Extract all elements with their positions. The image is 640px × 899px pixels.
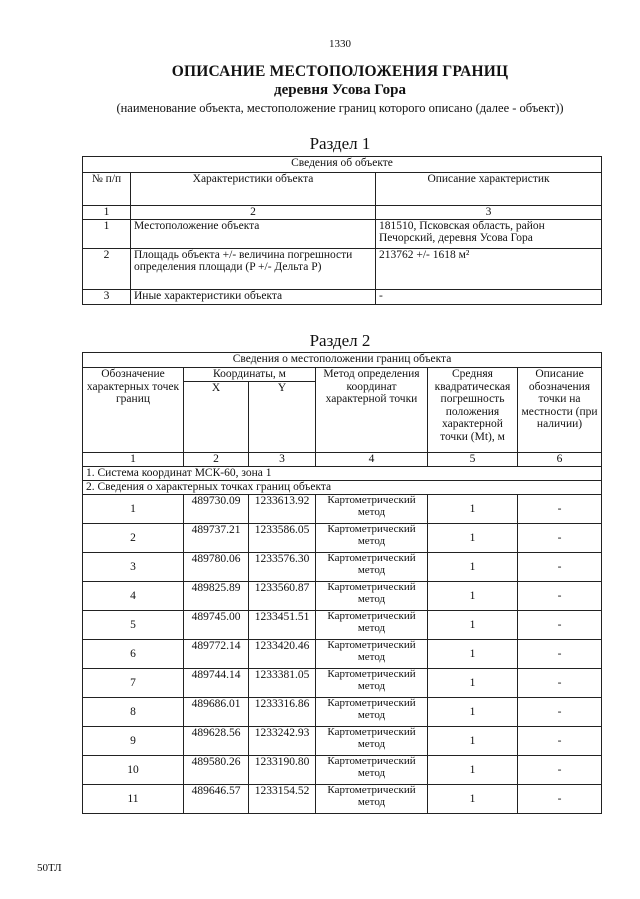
point-number: 7: [83, 669, 184, 698]
point-y: 1233420.46: [249, 640, 316, 669]
header-mt: Средняя квадратическая погрешность положения характерной точки (Mt), м: [428, 368, 518, 453]
table-row: [83, 756, 602, 785]
object-name: деревня Усова Гора: [274, 82, 406, 98]
point-y: 1233451.51: [249, 611, 316, 640]
point-mt: 1: [428, 785, 518, 814]
point-x: 489580.26: [184, 756, 249, 785]
point-mt: 1: [428, 669, 518, 698]
point-desc: -: [518, 727, 602, 756]
point-desc: -: [518, 756, 602, 785]
header-characteristic: Характеристики объекта: [131, 173, 376, 206]
points-caption: 2. Сведения о характерных точках границ объекта: [83, 481, 602, 495]
row-number: 3: [83, 289, 131, 304]
point-number: 10: [83, 756, 184, 785]
page-number: 1330: [329, 38, 351, 50]
coord-system: 1. Система координат МСК-60, зона 1: [83, 467, 602, 481]
point-x: 489730.09: [184, 495, 249, 524]
point-method: Картометрический метод: [316, 611, 428, 640]
point-mt: 1: [428, 698, 518, 727]
point-x: 489646.57: [184, 785, 249, 814]
point-method: Картометрический метод: [316, 785, 428, 814]
point-y: 1233381.05: [249, 669, 316, 698]
point-method: Картометрический метод: [316, 495, 428, 524]
row-description: -: [376, 289, 602, 304]
section1-heading: Раздел 1: [309, 134, 371, 153]
point-x: 489825.89: [184, 582, 249, 611]
column-number: 3: [249, 453, 316, 467]
point-mt: 1: [428, 727, 518, 756]
point-desc: -: [518, 785, 602, 814]
section2-caption: Сведения о местоположении границ объекта: [83, 353, 602, 368]
point-x: 489745.00: [184, 611, 249, 640]
point-x: 489628.56: [184, 727, 249, 756]
point-number: 1: [83, 495, 184, 524]
point-x: 489744.14: [184, 669, 249, 698]
table-row: [83, 698, 602, 727]
table-row: [83, 785, 602, 814]
row-number: 2: [83, 248, 131, 289]
point-x: 489737.21: [184, 524, 249, 553]
point-method: Картометрический метод: [316, 698, 428, 727]
point-desc: -: [518, 669, 602, 698]
header-desc: Описание обозначения точки на местности (при наличии): [518, 368, 602, 453]
point-mt: 1: [428, 524, 518, 553]
point-number: 8: [83, 698, 184, 727]
point-number: 11: [83, 785, 184, 814]
table-row: [83, 289, 602, 304]
section1-caption: Сведения об объекте: [83, 157, 602, 173]
point-y: 1233560.87: [249, 582, 316, 611]
object-info-table: [82, 156, 602, 305]
table-row: [83, 611, 602, 640]
point-desc: -: [518, 698, 602, 727]
point-number: 3: [83, 553, 184, 582]
point-mt: 1: [428, 640, 518, 669]
table-row: [83, 524, 602, 553]
table-row: [83, 553, 602, 582]
row-description: 213762 +/- 1618 м²: [376, 248, 602, 289]
point-method: Картометрический метод: [316, 553, 428, 582]
point-y: 1233316.86: [249, 698, 316, 727]
point-x: 489686.01: [184, 698, 249, 727]
column-number: 3: [376, 206, 602, 220]
row-description: 181510, Псковская область, район Печорский, деревня Усова Гора: [376, 219, 602, 248]
table-row: [83, 669, 602, 698]
point-method: Картометрический метод: [316, 524, 428, 553]
point-method: Картометрический метод: [316, 727, 428, 756]
point-x: 489780.06: [184, 553, 249, 582]
header-coords: Координаты, м: [184, 368, 316, 382]
point-number: 2: [83, 524, 184, 553]
point-desc: -: [518, 611, 602, 640]
point-mt: 1: [428, 756, 518, 785]
header-description: Описание характеристик: [376, 173, 602, 206]
point-mt: 1: [428, 611, 518, 640]
point-desc: -: [518, 553, 602, 582]
boundary-points-table: [82, 352, 602, 814]
table-row: [83, 219, 602, 248]
point-number: 4: [83, 582, 184, 611]
point-number: 9: [83, 727, 184, 756]
column-number: 1: [83, 206, 131, 220]
point-y: 1233576.30: [249, 553, 316, 582]
point-desc: -: [518, 640, 602, 669]
point-method: Картометрический метод: [316, 756, 428, 785]
header-y: Y: [249, 382, 316, 453]
point-y: 1233154.52: [249, 785, 316, 814]
document-subtitle: (наименование объекта, местоположение границ которого описано (далее - объект)): [116, 101, 564, 115]
point-y: 1233242.93: [249, 727, 316, 756]
table-row: [83, 582, 602, 611]
table-row: [83, 248, 602, 289]
point-x: 489772.14: [184, 640, 249, 669]
footer-code: 50ТЛ: [37, 862, 62, 874]
section2-heading: Раздел 2: [309, 331, 371, 350]
row-characteristic: Местоположение объекта: [131, 219, 376, 248]
point-y: 1233613.92: [249, 495, 316, 524]
table-row: [83, 640, 602, 669]
point-y: 1233586.05: [249, 524, 316, 553]
point-desc: -: [518, 495, 602, 524]
column-number: 2: [131, 206, 376, 220]
header-x: X: [184, 382, 249, 453]
row-characteristic: Иные характеристики объекта: [131, 289, 376, 304]
point-method: Картометрический метод: [316, 669, 428, 698]
point-mt: 1: [428, 495, 518, 524]
row-characteristic: Площадь объекта +/- величина погрешности определения площади (P +/- Дельта P): [131, 248, 376, 289]
column-number: 1: [83, 453, 184, 467]
point-desc: -: [518, 582, 602, 611]
point-mt: 1: [428, 582, 518, 611]
point-method: Картометрический метод: [316, 640, 428, 669]
document-title: ОПИСАНИЕ МЕСТОПОЛОЖЕНИЯ ГРАНИЦ: [171, 63, 509, 80]
header-method: Метод определения координат характерной точки: [316, 368, 428, 453]
column-number: 2: [184, 453, 249, 467]
point-number: 6: [83, 640, 184, 669]
column-number: 6: [518, 453, 602, 467]
point-mt: 1: [428, 553, 518, 582]
table-row: [83, 495, 602, 524]
column-number: 5: [428, 453, 518, 467]
column-number: 4: [316, 453, 428, 467]
table-row: [83, 727, 602, 756]
row-number: 1: [83, 219, 131, 248]
point-desc: -: [518, 524, 602, 553]
header-num: № п/п: [83, 173, 131, 206]
point-method: Картометрический метод: [316, 582, 428, 611]
point-y: 1233190.80: [249, 756, 316, 785]
header-point: Обозначение характерных точек границ: [83, 368, 184, 453]
point-number: 5: [83, 611, 184, 640]
